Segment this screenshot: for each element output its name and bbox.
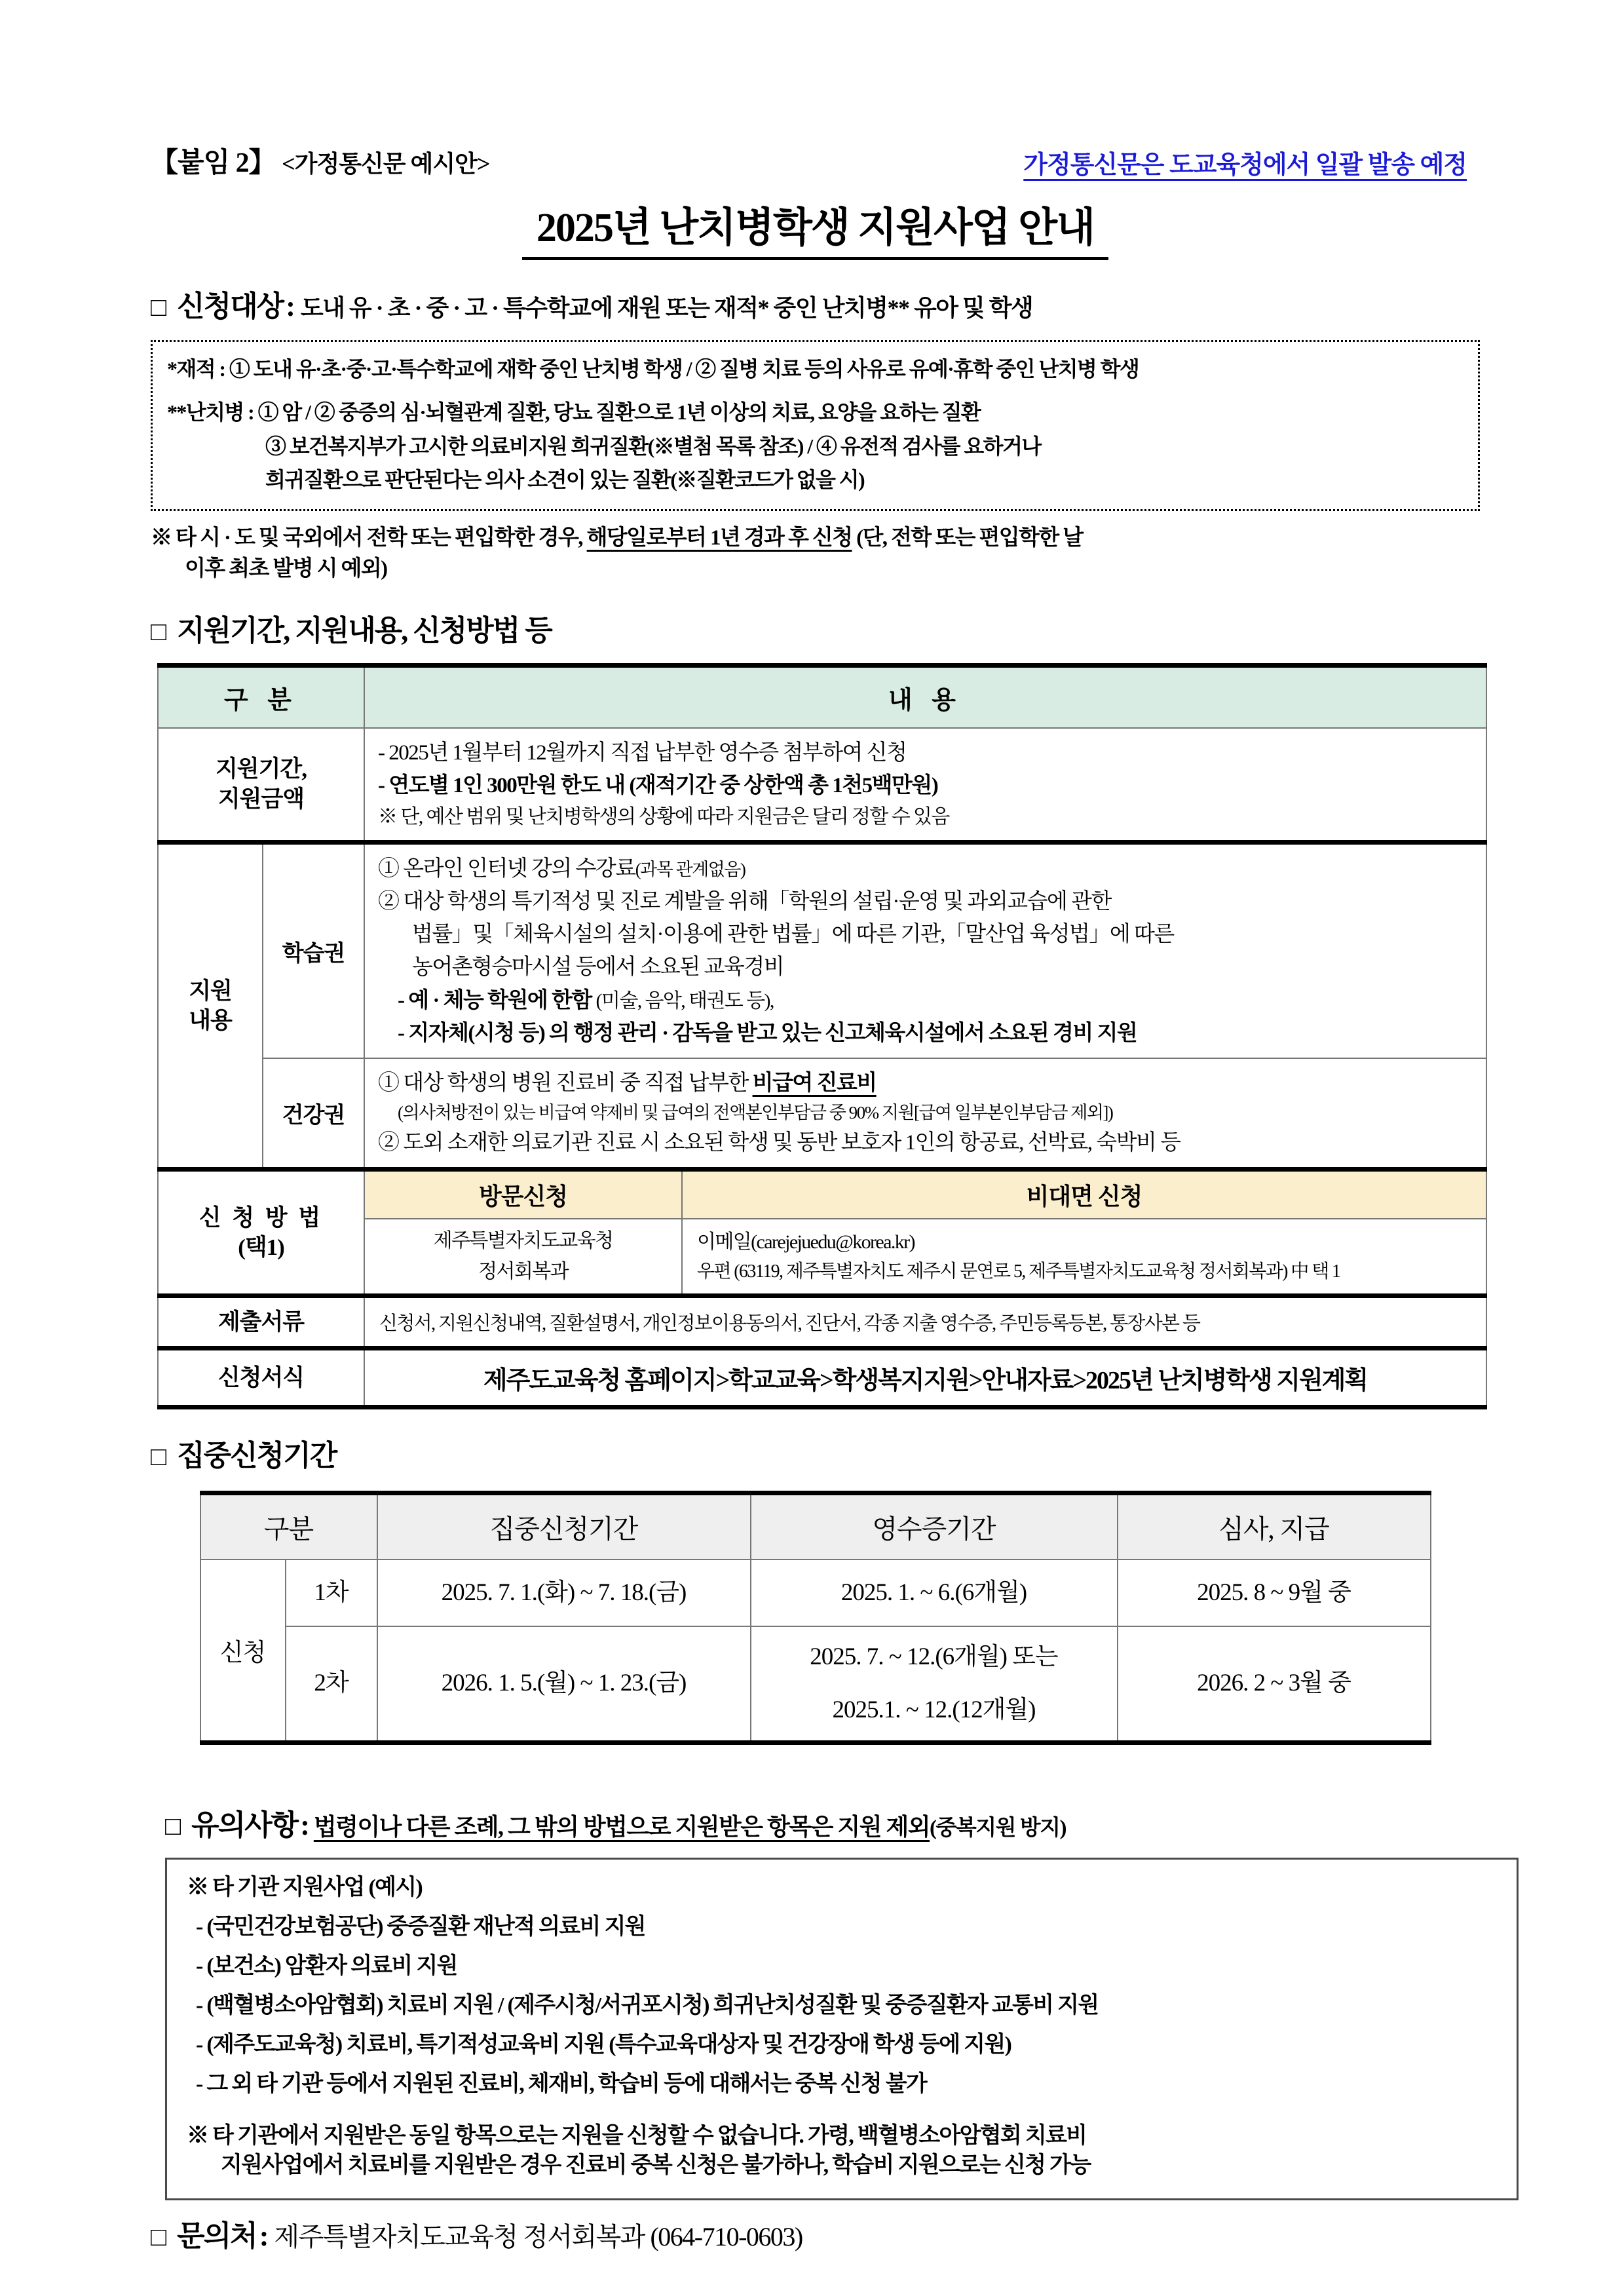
definition-line-disease-2: ③ 보건복지부가 고시한 의료비지원 희귀질환(※별첨 목록 참조) / ④ 유전적 검사를 요하거나 [265, 434, 1041, 458]
square-bullet-icon [151, 2224, 166, 2250]
notices-heading: 유의사항 [191, 1808, 298, 1841]
round-label-1: 1차 [286, 1559, 377, 1626]
table-header-row [158, 666, 1486, 729]
receipt-period-2-line1: 2025. 7. ~ 12.(6개월) 또는 [810, 1643, 1058, 1670]
review-payment-2: 2026. 2 ~ 3월 중 [1118, 1626, 1431, 1743]
health-item-2: ② 도외 소재한 의료기관 진료 시 소요된 학생 및 동반 보호자 1인의 항공료, 선박료, 숙박비 등 [378, 1131, 1180, 1155]
health-item-1-note: (의사처방전이 있는 비급여 약제비 및 급여의 전액본인부담금 중 90% 지원[급여 일부본인부담금 제외]) [398, 1103, 1113, 1123]
attachment-subtitle: <가정통신문 예시안> [282, 151, 490, 177]
row-content-period [364, 728, 1486, 842]
table-row [200, 1626, 1431, 1743]
intensive-period-heading: 집중신청기간 [177, 1440, 337, 1472]
column-header-receipt-period: 영수증기간 [751, 1493, 1118, 1560]
square-bullet-icon [151, 619, 166, 645]
other-agency-item-1: - (국민건강보험공단) 중증질환 재난적 의료비 지원 [196, 1914, 645, 1939]
apply-remote-value [682, 1219, 1486, 1296]
period-bullet-3: ※ 단, 예산 범위 및 난치병학생의 상황에 따라 지원금은 달리 정할 수 있음 [378, 806, 949, 828]
row-label-period-line1: 지원기간, [216, 756, 307, 782]
row-content-health-rights [364, 1058, 1486, 1170]
section-eligibility [151, 282, 1480, 324]
support-overview-heading: 지원기간, 지원내용, 신청방법 등 [177, 615, 552, 647]
row-label-form: 신청서식 [158, 1349, 364, 1407]
apply-visit-line1: 제주특별자치도교육청 [433, 1230, 613, 1252]
row-label-period-line2: 지원금액 [217, 786, 305, 812]
notices-tail: (중복지원 방지) [930, 1816, 1067, 1840]
definition-line-disease-3: 희귀질환으로 판단된다는 의사 소견이 있는 질환(※질환코드가 없을 시) [265, 468, 865, 492]
transfer-note-underline: 해당일로부터 1년 경과 후 신청 [586, 526, 852, 550]
row-label-apply-line1: 신 청 방 법 [198, 1204, 324, 1231]
section-notices [165, 1801, 1480, 1843]
column-header-category: 구분 [200, 1493, 377, 1560]
column-header-review-payment: 심사, 지급 [1118, 1493, 1431, 1560]
study-item-2b: 법률」및「체육시설의 설치·이용에 관한 법률」에 따른 기관,「말산업 육성법」에 따른 [412, 923, 1174, 947]
intensive-period-table [200, 1491, 1431, 1745]
other-agency-item-3: - (백혈병소아암협회) 치료비 지원 / (제주시청/서귀포시청) 희귀난치성질환 및 중증질환자 교통비 지원 [196, 1993, 1099, 2018]
receipt-period-1: 2025. 1. ~ 6.(6개월) [751, 1559, 1118, 1626]
title-block [151, 195, 1480, 260]
other-agency-item-5: - 그 외 타 기관 등에서 지원된 진료비, 체재비, 학습비 등에 대해서는 중복 신청 불가 [196, 2071, 927, 2096]
blue-dispatch-notice: 가정통신문은 도교육청에서 일괄 발송 예정 [1023, 151, 1467, 179]
row-content-study-rights [364, 842, 1486, 1058]
apply-remote-line1: 이메일(carejejuedu@korea.kr) [697, 1231, 915, 1253]
row-label-apply-method [158, 1170, 364, 1296]
table-row-period [158, 728, 1486, 842]
study-item-1-text: ① 온라인 인터넷 강의 수강료 [378, 856, 635, 881]
table-row-apply-method-header [158, 1170, 1486, 1219]
duplicate-support-note-line1: ※ 타 기관에서 지원받은 동일 항목으로는 지원을 신청할 수 없습니다. 가령, 백혈병소아암협회 치료비 [187, 2123, 1087, 2148]
apply-remote-line2: 우편 (63119, 제주특별자치도 제주시 문연로 5, 제주특별자치도교육청 정서회복과) 中 택 1 [697, 1261, 1340, 1282]
row-label-support-content [158, 842, 263, 1169]
definition-line-disease-1: **난치병 : ① 암 / ② 중증의 심·뇌혈관계 질환, 당뇨 질환으로 1년 이상의 치료, 요양을 요하는 질환 [167, 400, 981, 424]
period-bullet-2: - 연도별 1인 300만원 한도 내 (재적기간 중 상한액 총 1천5백만원) [378, 774, 938, 798]
eligibility-heading: 신청대상 [177, 290, 284, 322]
transfer-note-line2: 이후 최초 발병 시 예외) [185, 557, 387, 581]
transfer-note [151, 523, 1480, 584]
contact-colon: : [259, 2220, 268, 2253]
definition-line-enrolled: *재적 : ① 도내 유·초·중·고·특수학교에 재학 중인 난치병 학생 / ② 질병 치료 등의 사유로 유예·휴학 중인 난치병 학생 [167, 357, 1139, 381]
square-bullet-icon [165, 1813, 181, 1839]
apply-visit-header: 방문신청 [364, 1170, 682, 1219]
section-intensive-period [151, 1432, 1480, 1474]
study-item-3 [378, 984, 1477, 1017]
study-item-1 [378, 852, 1477, 885]
support-overview-table [157, 663, 1487, 1409]
other-agency-item-2: - (보건소) 암환자 의료비 지원 [196, 1953, 457, 1978]
study-item-3-text: - 예 · 체능 학원에 한함 [398, 988, 592, 1012]
duplicate-support-note [187, 2122, 1497, 2181]
table-row-documents [158, 1296, 1486, 1349]
apply-visit-line2: 정서회복과 [478, 1260, 568, 1282]
table-row-study-rights [158, 842, 1486, 1058]
row-label-support-line1: 지원 [189, 978, 232, 1004]
row-label-period [158, 728, 364, 842]
section-support-overview [151, 607, 1480, 649]
header-row [151, 141, 1480, 180]
column-header-intensive-period: 집중신청기간 [377, 1493, 751, 1560]
contact-heading: 문의처 [177, 2220, 257, 2253]
study-item-3-note: (미술, 음악, 태권도 등), [595, 989, 774, 1012]
attachment-tag [151, 141, 489, 180]
page-title: 2025년 난치병학생 지원사업 안내 [522, 195, 1108, 260]
square-bullet-icon [151, 294, 166, 320]
study-item-2c: 농어촌형승마시설 등에서 소요된 교육경비 [412, 955, 784, 980]
row-label-support-line2: 내용 [189, 1008, 232, 1034]
transfer-note-prefix: ※ 타 시 · 도 및 국외에서 전학 또는 편입학한 경우, [151, 526, 587, 550]
attachment-label: 【붙임 2】 [151, 148, 276, 178]
sub-label-study-rights: 학습권 [263, 842, 364, 1058]
row-group-label-application: 신청 [200, 1559, 286, 1742]
duplicate-support-note-line2: 지원사업에서 치료비를 지원받은 경우 진료비 중복 신청은 불가하나, 학습비 지원으로는 신청 가능 [221, 2152, 1091, 2177]
row-label-apply-line2: (택1) [238, 1234, 284, 1261]
study-item-1-note: (과목 관계없음) [635, 859, 746, 879]
column-header-category: 구 분 [158, 666, 364, 729]
sub-label-health-rights: 건강권 [263, 1058, 364, 1170]
transfer-note-suffix: (단, 전학 또는 편입학한 날 [852, 526, 1083, 550]
round-label-2: 2차 [286, 1626, 377, 1743]
receipt-period-2 [751, 1626, 1118, 1743]
row-content-documents: 신청서, 지원신청내역, 질환설명서, 개인정보이용동의서, 진단서, 각종 지출 영수증, 주민등록등본, 통장사본 등 [364, 1296, 1486, 1349]
table-row [200, 1559, 1431, 1626]
study-item-4: - 지자체(시청 등) 의 행정 관리 · 감독을 받고 있는 신고체육시설에서 소요된 경비 지원 [398, 1021, 1137, 1045]
apply-visit-value [364, 1219, 682, 1296]
health-item-1-prefix: ① 대상 학생의 병원 진료비 중 직접 납부한 [378, 1071, 753, 1095]
notices-colon: : [300, 1808, 309, 1841]
contact-value: 제주특별자치도교육청 정서회복과 (064-710-0603) [274, 2222, 803, 2252]
other-agency-item-4: - (제주도교육청) 치료비, 특기적성교육비 지원 (특수교육대상자 및 건강장애 학생 등에 지원) [196, 2032, 1011, 2057]
section-contact [151, 2212, 1480, 2254]
receipt-period-2-line2: 2025.1. ~ 12.(12개월) [832, 1696, 1036, 1724]
other-agency-box [165, 1858, 1519, 2201]
row-label-documents: 제출서류 [158, 1296, 364, 1349]
table-row-form [158, 1349, 1486, 1407]
table-row-health-rights [158, 1058, 1486, 1170]
apply-remote-header: 비대면 신청 [682, 1170, 1486, 1219]
eligibility-colon: : [286, 290, 294, 322]
study-item-2: ② 대상 학생의 특기적성 및 진로 계발을 위해「학원의 설립·운영 및 과외교습에 관한 [378, 890, 1111, 914]
period-bullet-1: - 2025년 1월부터 12월까지 직접 납부한 영수증 첨부하여 신청 [378, 741, 907, 765]
eligibility-text: 도내 유 · 초 · 중 · 고 · 특수학교에 재원 또는 재적* 중인 난치병** 유아 및 학생 [300, 295, 1033, 321]
square-bullet-icon [151, 1444, 166, 1470]
eligibility-definition-box [151, 340, 1480, 511]
notices-underline-text: 법령이나 다른 조례, 그 밖의 방법으로 지원받은 항목은 지원 제외 [313, 1813, 930, 1840]
table-header-row [200, 1493, 1431, 1560]
health-item-1 [378, 1067, 1477, 1100]
column-header-content: 내 용 [364, 666, 1486, 729]
other-agency-title: ※ 타 기관 지원사업 (예시) [187, 1875, 423, 1900]
review-payment-1: 2025. 8 ~ 9월 중 [1118, 1559, 1431, 1626]
intensive-period-1: 2025. 7. 1.(화) ~ 7. 18.(금) [377, 1559, 751, 1626]
health-item-1-underline: 비급여 진료비 [752, 1071, 877, 1095]
row-content-form: 제주도교육청 홈페이지>학교교육>학생복지지원>안내자료>2025년 난치병학생 지원계획 [364, 1349, 1486, 1407]
intensive-period-2: 2026. 1. 5.(월) ~ 1. 23.(금) [377, 1626, 751, 1743]
